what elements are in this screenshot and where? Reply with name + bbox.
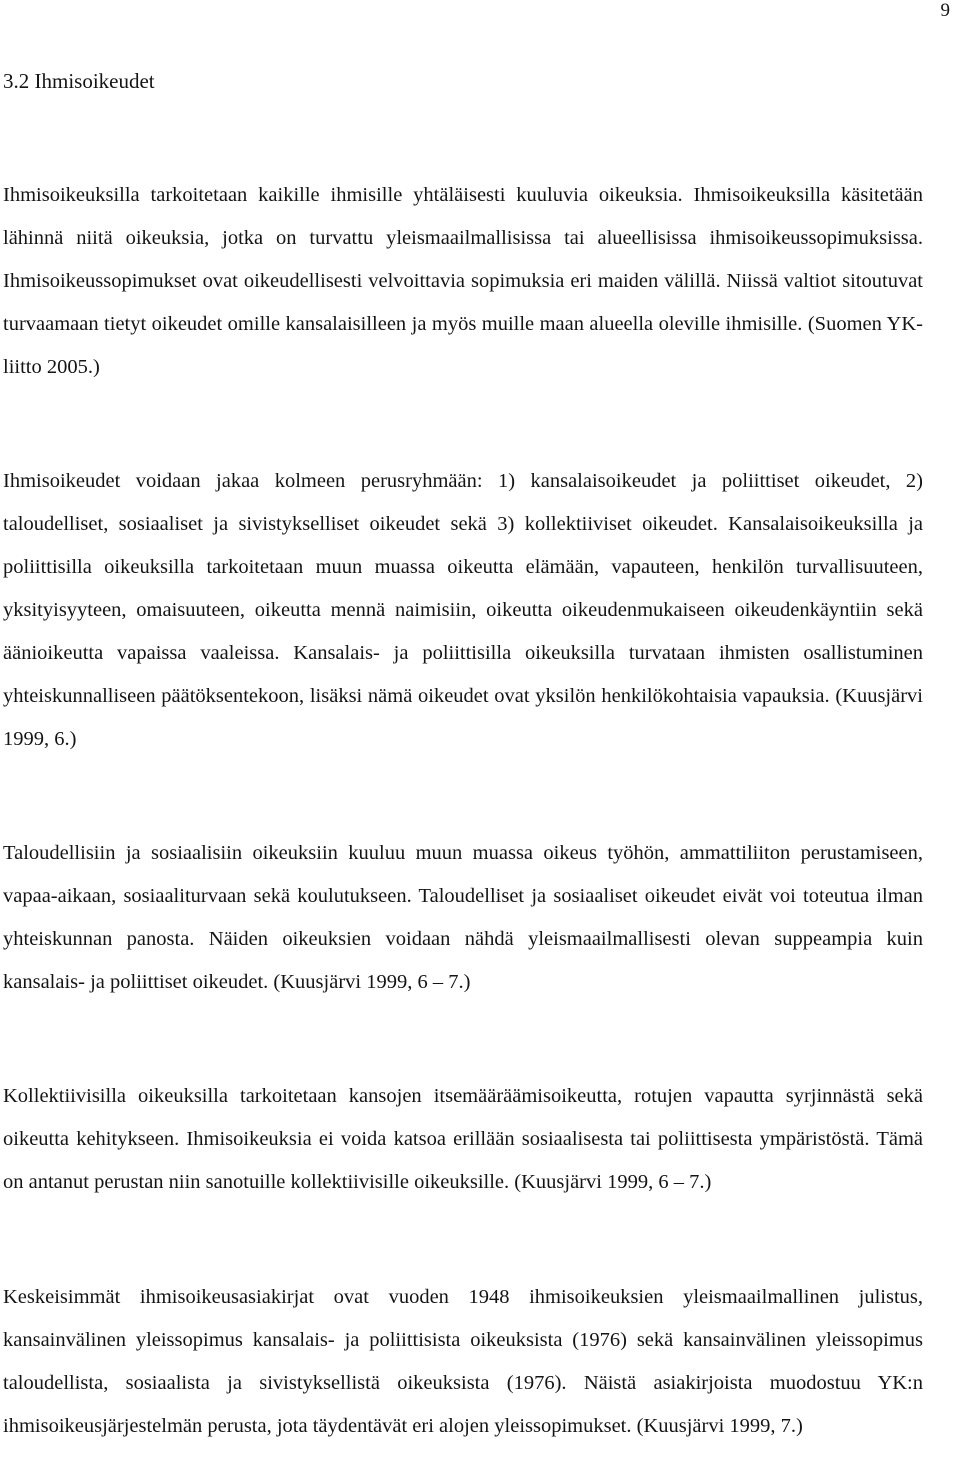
paragraph-civil-political-rights: Ihmisoikeudet voidaan jakaa kolmeen perusryhmään: 1) kansalaisoikeudet ja poliittiset oikeudet, 2) taloudelliset, sosiaaliset ja sivistykselliset oikeudet sekä 3) kollektiiviset oikeudet. Kansalaisoikeuksilla ja poliittisilla oikeuksilla tarkoitetaan muun muassa oikeutta elämään, vapauteen, henkilön turvallisuuteen, yksityisyyteen, omaisuuteen, oikeutta mennä naimisiin, oikeutta oikeudenmukaiseen oikeudenkäyntiin sekä äänioikeutta vapaissa vaaleissa. Kansalais- ja poliittisilla oikeuksilla turvataan ihmisten osallistuminen yhteiskunnalliseen päätöksentekoon, lisäksi nämä oikeudet ovat yksilön henkilökohtaisia vapauksia. (Kuusjärvi 1999, 6.) bbox=[3, 470, 923, 750]
paragraph-economic-social-rights: Taloudellisiin ja sosiaalisiin oikeuksiin kuuluu muun muassa oikeus työhön, ammattiliiton perustamiseen, vapaa-aikaan, sosiaaliturvaan sekä koulutukseen. Taloudelliset ja sosiaaliset oikeudet eivät voi toteutua ilman yhteiskunnan panosta. Näiden oikeuksien voidaan nähdä yleismaailmallisesti olevan suppeampia kuin kansalais- ja poliittiset oikeudet. (Kuusjärvi 1999, 6 – 7.) bbox=[3, 842, 923, 993]
section-heading: 3.2 Ihmisoikeudet bbox=[3, 69, 155, 93]
paragraph-collective-rights: Kollektiivisilla oikeuksilla tarkoitetaan kansojen itsemääräämisoikeutta, rotujen vapautta syrjinnästä sekä oikeutta kehitykseen. Ihmisoikeuksia ei voida katsoa erillään sosiaalisesta tai poliittisesta ympäristöstä. Tämä on antanut perustan niin sanotuille kollektiivisille oikeuksille. (Kuusjärvi 1999, 6 – 7.) bbox=[3, 1085, 923, 1193]
page-number: 9 bbox=[940, 0, 950, 21]
paragraph-key-documents: Keskeisimmät ihmisoikeusasiakirjat ovat vuoden 1948 ihmisoikeuksien yleismaailmallinen julistus, kansainvälinen yleissopimus kansalais- ja poliittisista oikeuksista (1976) sekä kansainvälinen yleissopimus taloudellista, sosiaalista ja sivistyksellistä oikeuksista (1976). Näistä asiakirjoista muodostuu YK:n ihmisoikeusjärjestelmän perusta, jota täydentävät eri alojen yleissopimukset. (Kuusjärvi 1999, 7.) bbox=[3, 1286, 923, 1437]
paragraph-human-rights-definition: Ihmisoikeuksilla tarkoitetaan kaikille ihmisille yhtäläisesti kuuluvia oikeuksia. Ihmisoikeuksilla käsitetään lähinnä niitä oikeuksia, jotka on turvattu yleismaailmallisissa tai alueellisissa ihmisoikeussopimuksissa. Ihmisoikeussopimukset ovat oikeudellisesti velvoittavia sopimuksia eri maiden välillä. Niissä valtiot sitoutuvat turvaamaan tietyt oikeudet omille kansalaisilleen ja myös muille maan alueella oleville ihmisille. (Suomen YK-liitto 2005.) bbox=[3, 184, 923, 378]
